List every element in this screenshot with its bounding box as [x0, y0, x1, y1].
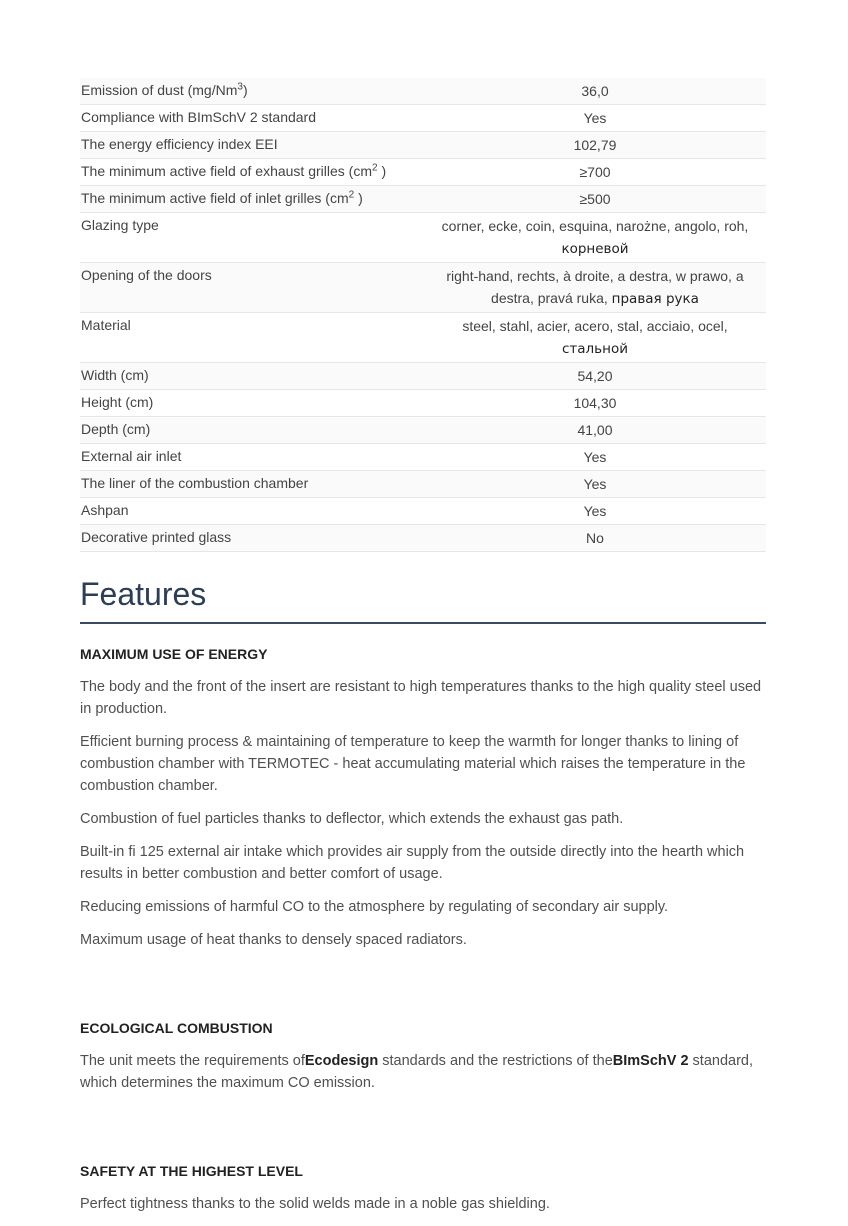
spec-label: Material — [80, 313, 426, 363]
document-page — [80, 78, 766, 1226]
table-row — [80, 417, 766, 444]
spec-label: Height (cm) — [80, 390, 426, 417]
paragraph: Reducing emissions of harmful CO to the atmosphere by regulating of secondary air supply. — [80, 899, 669, 915]
specifications-table — [80, 78, 766, 552]
spec-label: Depth (cm) — [80, 417, 426, 444]
section-heading: ECOLOGICAL COMBUSTION — [80, 1020, 273, 1036]
paragraph: The unit meets the requirements ofEcodesign standards and the restrictions of theBImSchV 2 standard, which determines the maximum CO emission. — [80, 1053, 754, 1091]
table-row — [80, 263, 766, 313]
spec-label: The minimum active field of inlet grilles ($cm^2$ ) — [80, 186, 426, 213]
paragraph: Perfect tightness thanks to the solid welds made in a noble gas shielding. — [80, 1196, 550, 1212]
paragraph: Efficient burning process & maintaining of temperature to keep the warmth for longer thanks to lining of combustion chamber with TERMOTEC - heat accumulating material which raises the temperature in the combustion chamber. — [80, 734, 746, 794]
spec-value: Yes — [426, 444, 766, 471]
table-row — [80, 363, 766, 390]
spec-label: Glazing type — [80, 213, 426, 263]
spec-value: corner, ecke, coin, esquina, narożne, angolo, roh, корневой — [426, 213, 766, 263]
table-row — [80, 390, 766, 417]
table-row — [80, 159, 766, 186]
table-row — [80, 525, 766, 552]
spec-label: The energy efficiency index EEI — [80, 132, 426, 159]
spec-value: 54,20 — [426, 363, 766, 390]
spec-value: No — [426, 525, 766, 552]
table-row — [80, 444, 766, 471]
spec-label: The liner of the combustion chamber — [80, 471, 426, 498]
section-heading: SAFETY AT THE HIGHEST LEVEL — [80, 1163, 303, 1179]
spec-label: Ashpan — [80, 498, 426, 525]
section-energy — [80, 644, 766, 951]
table-row — [80, 78, 766, 105]
table-row — [80, 105, 766, 132]
spec-value: ≥700 — [426, 159, 766, 186]
spec-label: The minimum active field of exhaust grilles ($cm^2$ ) — [80, 159, 426, 186]
spec-label: Width (cm) — [80, 363, 426, 390]
spec-value: Yes — [426, 105, 766, 132]
spec-value: Yes — [426, 498, 766, 525]
spec-label: Compliance with BImSchV 2 standard — [80, 105, 426, 132]
spec-value: 104,30 — [426, 390, 766, 417]
table-row — [80, 186, 766, 213]
spec-value: right-hand, rechts, à droite, a destra, w prawo, a destra, pravá ruka, правая рука — [426, 263, 766, 313]
table-row — [80, 213, 766, 263]
spec-label: Decorative printed glass — [80, 525, 426, 552]
paragraph: The body and the front of the insert are resistant to high temperatures thanks to the high quality steel used in production. — [80, 679, 762, 717]
spec-value: ≥500 — [426, 186, 766, 213]
spec-label: External air inlet — [80, 444, 426, 471]
paragraph: Combustion of fuel particles thanks to deflector, which extends the exhaust gas path. — [80, 811, 624, 827]
spec-label: Emission of dust (mg/Nm$^3$) — [80, 78, 426, 105]
paragraph: Maximum usage of heat thanks to densely spaced radiators. — [80, 932, 467, 948]
spec-value: 41,00 — [426, 417, 766, 444]
table-row — [80, 471, 766, 498]
spec-value: 102,79 — [426, 132, 766, 159]
table-row — [80, 498, 766, 525]
section-ecological — [80, 1018, 766, 1094]
section-heading: MAXIMUM USE OF ENERGY — [80, 646, 268, 662]
spec-value: 36,0 — [426, 78, 766, 105]
table-row — [80, 132, 766, 159]
spec-value: Yes — [426, 471, 766, 498]
table-row — [80, 313, 766, 363]
spec-label: Opening of the doors — [80, 263, 426, 313]
spec-value: steel, stahl, acier, acero, stal, acciaio, ocel, стальной — [426, 313, 766, 363]
features-heading: Features — [80, 574, 766, 624]
paragraph: Built-in fi 125 external air intake which provides air supply from the outside directly into the hearth which results in better combustion and better comfort of usage. — [80, 844, 745, 882]
section-safety — [80, 1161, 766, 1215]
